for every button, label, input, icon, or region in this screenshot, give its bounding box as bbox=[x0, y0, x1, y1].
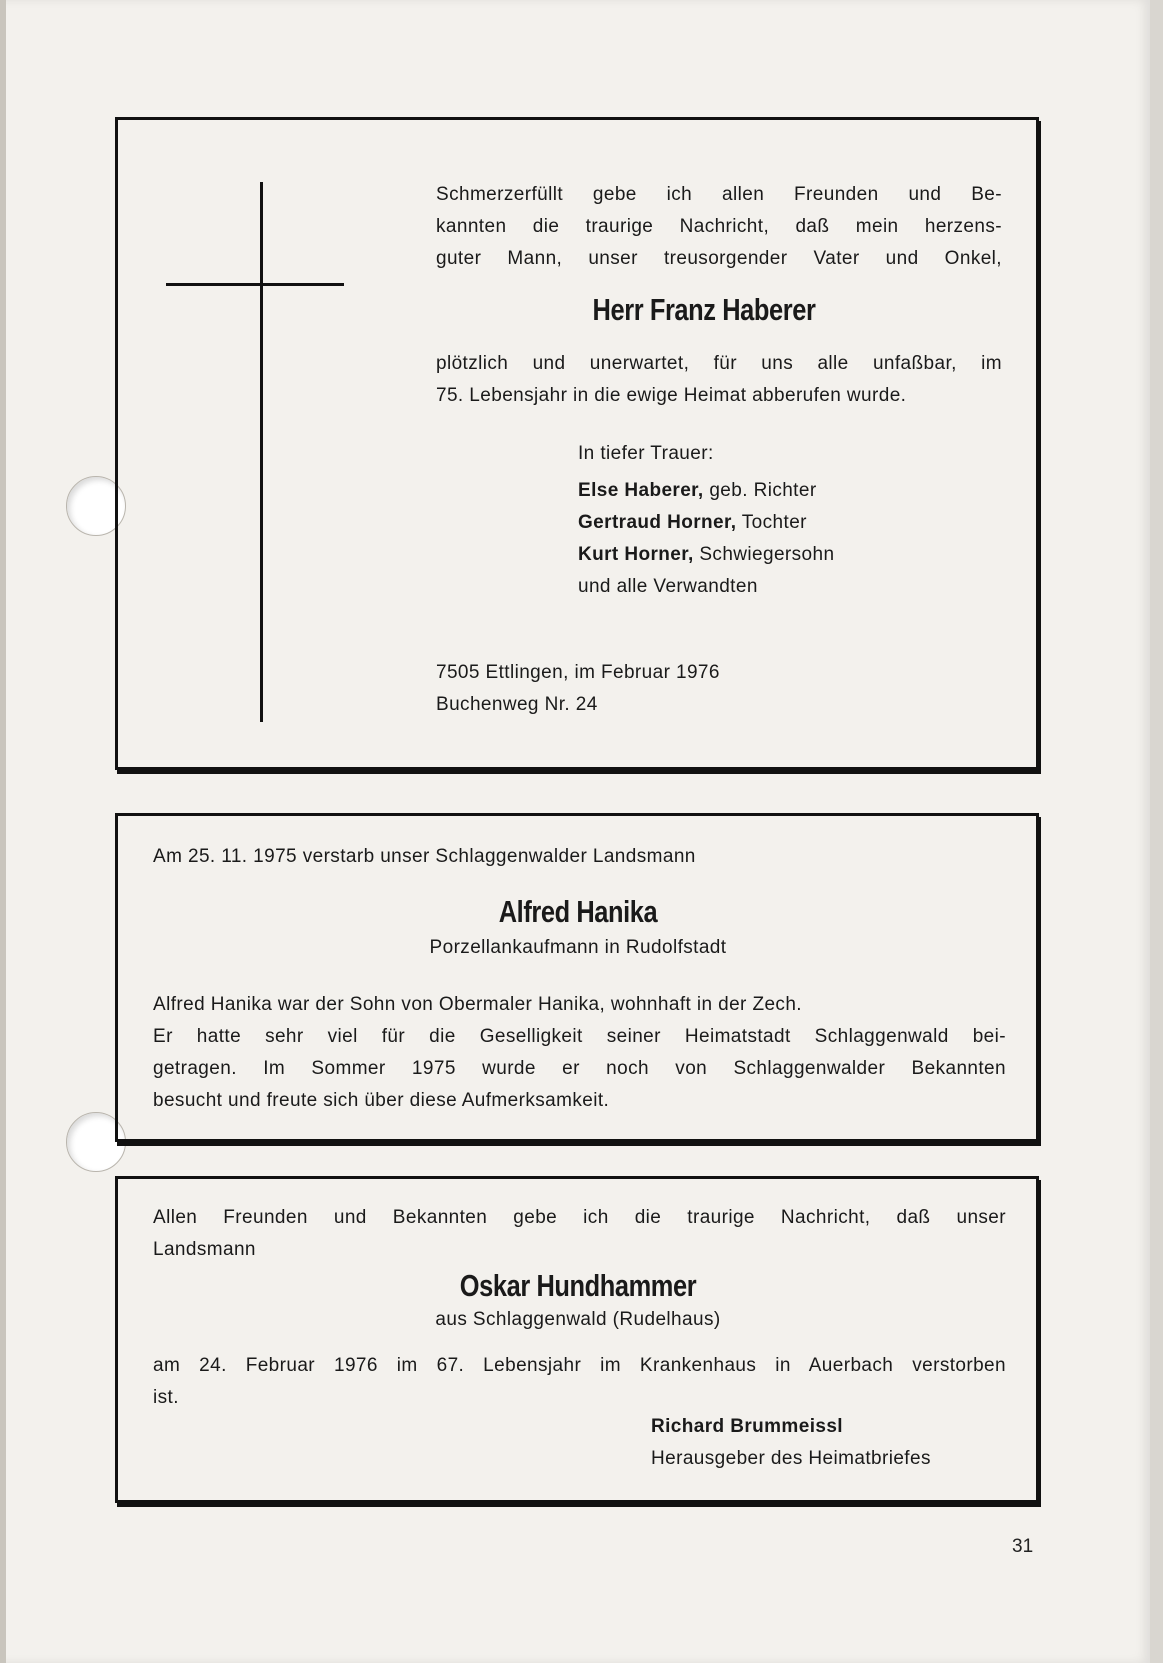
obituary-notice-hanika bbox=[115, 813, 1039, 1142]
intro-line: Am 25. 11. 1975 verstarb unser Schlaggenwalder Landsmann bbox=[153, 846, 696, 867]
obituary-notice-haberer bbox=[115, 117, 1039, 770]
body-line: Er hatte sehr viel für die Geselligkeit seiner Heimatstadt Schlaggenwald bei- bbox=[153, 1026, 1006, 1047]
page-number: 31 bbox=[1012, 1536, 1034, 1557]
mourner-name: Else Haberer, bbox=[578, 480, 704, 501]
intro-line: guter Mann, unser treusorgender Vater und Onkel, bbox=[436, 248, 1002, 269]
place-date: 7505 Ettlingen, im Februar 1976 bbox=[436, 662, 720, 683]
signature-name: Richard Brummeissl bbox=[651, 1416, 843, 1437]
address: Buchenweg Nr. 24 bbox=[436, 694, 598, 715]
mourner-line bbox=[578, 507, 807, 539]
mourner-name: Kurt Horner, bbox=[578, 544, 694, 565]
intro-line: Landsmann bbox=[153, 1239, 256, 1260]
relatives-line: und alle Verwandten bbox=[578, 576, 758, 597]
mourner-line bbox=[578, 539, 834, 571]
signature-title: Herausgeber des Heimatbriefes bbox=[651, 1448, 931, 1469]
mourner-relation: Schwiegersohn bbox=[699, 544, 835, 565]
mourner-name: Gertraud Horner, bbox=[578, 512, 737, 533]
mourner-relation: geb. Richter bbox=[709, 480, 817, 501]
death-line: ist. bbox=[153, 1387, 179, 1408]
intro-line: Allen Freunden und Bekannten gebe ich die traurige Nachricht, daß unser bbox=[153, 1207, 1006, 1228]
cross-symbol-horizontal bbox=[166, 283, 344, 286]
death-line: plötzlich und unerwartet, für uns alle unfaßbar, im bbox=[436, 353, 1002, 374]
deceased-name: Herr Franz Haberer bbox=[592, 292, 816, 327]
intro-line: Schmerzerfüllt gebe ich allen Freunden und Be- bbox=[436, 184, 1002, 205]
intro-line: kannten die traurige Nachricht, daß mein herzens- bbox=[436, 216, 1002, 237]
cross-symbol-vertical bbox=[260, 182, 263, 722]
body-line: getragen. Im Sommer 1975 wurde er noch von Schlaggenwalder Bekannten bbox=[153, 1058, 1006, 1079]
mourning-heading: In tiefer Trauer: bbox=[578, 443, 714, 464]
mourner-line bbox=[578, 475, 817, 507]
occupation: Porzellankaufmann in Rudolfstadt bbox=[429, 937, 727, 958]
deceased-name: Alfred Hanika bbox=[498, 894, 658, 929]
death-line: 75. Lebensjahr in die ewige Heimat abberufen wurde. bbox=[436, 385, 907, 406]
obituary-notice-hundhammer bbox=[115, 1176, 1039, 1503]
body-line: besucht und freute sich über diese Aufmerksamkeit. bbox=[153, 1090, 610, 1111]
binding-edge bbox=[0, 0, 6, 1663]
deceased-name: Oskar Hundhammer bbox=[459, 1268, 697, 1303]
body-line: Alfred Hanika war der Sohn von Obermaler Hanika, wohnhaft in der Zech. bbox=[153, 994, 802, 1015]
origin: aus Schlaggenwald (Rudelhaus) bbox=[435, 1309, 721, 1330]
mourner-relation: Tochter bbox=[741, 512, 807, 533]
death-line: am 24. Februar 1976 im 67. Lebensjahr im Krankenhaus in Auerbach verstorben bbox=[153, 1355, 1006, 1376]
